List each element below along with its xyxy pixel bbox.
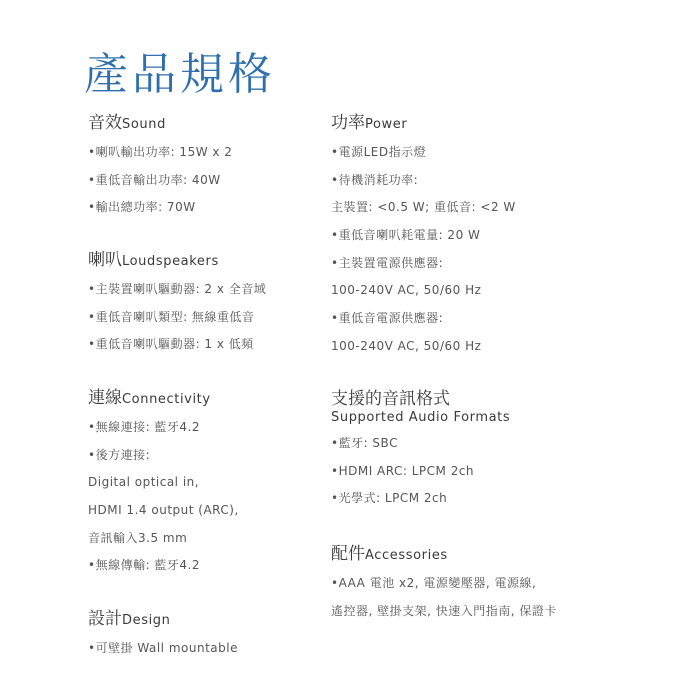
section-title-zh: 設計 [88,609,122,629]
spec-item: HDMI 1.4 output (ARC), [88,503,239,518]
section-subtitle: Supported Audio Formats [331,410,511,425]
spec-item: •待機消耗功率: [331,172,419,187]
section-title-en: Accessories [365,548,448,563]
section-title-en: Sound [122,117,166,132]
spec-item: •藍牙: SBC [331,436,398,450]
page-title: 產品規格 [84,49,276,101]
spec-item: •光學式: LPCM 2ch [331,491,448,506]
spec-item: •輸出總功率: 70W [88,200,196,215]
spec-list [331,430,681,513]
spec-list [331,570,681,625]
spec-item: •重低音輸出功率: 40W [88,172,221,187]
section-audio-formats [331,388,681,543]
section-title-zh: 音效 [88,113,122,133]
spec-item: •喇叭輸出功率: 15W x 2 [88,145,233,159]
spec-item: 100-240V AC, 50/60 Hz [331,338,482,353]
section-title-zh: 喇叭 [88,250,122,270]
spec-item: •重低音喇叭類型: 無線重低音 [88,309,255,324]
spec-item: 遙控器, 壁掛支架, 快速入門指南, 保證卡 [331,603,557,618]
section-title-zh: 功率 [331,113,365,133]
spec-list [88,635,428,663]
spec-item: •AAA 電池 x2, 電源變壓器, 電源線, [331,576,537,590]
section-title-zh: 連線 [88,388,122,408]
section-title-en: Power [365,117,408,132]
spec-item: •主裝置電源供應器: [331,255,444,270]
spec-list [331,139,681,361]
spec-item: •重低音喇叭耗電量: 20 W [331,228,481,243]
spec-item: 100-240V AC, 50/60 Hz [331,283,482,298]
spec-item: •電源LED指示燈 [331,145,427,159]
spec-item: 音訊輸入3.5 mm [88,530,188,545]
spec-item: Digital optical in, [88,475,200,490]
section-title: 支援的音訊格式 [331,389,450,409]
right-column [331,112,681,625]
spec-item: •重低音喇叭驅動器: 1 x 低頻 [88,337,254,352]
spec-item: •HDMI ARC: LPCM 2ch [331,463,475,478]
spec-item: •無線傳輸: 藍牙4.2 [88,558,201,573]
section-title-zh: 配件 [331,544,365,564]
section-title [331,543,681,565]
section-title-en: Loudspeakers [122,254,219,269]
section-power [331,112,681,388]
section-title-en: Connectivity [122,392,211,407]
spec-item: •無線連接: 藍牙4.2 [88,420,201,434]
section-title-en: Design [122,613,171,628]
spec-item: •主裝置喇叭驅動器: 2 x 全音域 [88,282,267,296]
spec-item: •可壁掛 Wall mountable [88,641,238,655]
spec-item: •後方連接: [88,447,151,462]
spec-item: •重低音電源供應器: [331,311,444,326]
section-title [331,112,681,134]
section-accessories [331,543,681,625]
spec-item: 主裝置: <0.5 W; 重低音: <2 W [331,200,516,215]
